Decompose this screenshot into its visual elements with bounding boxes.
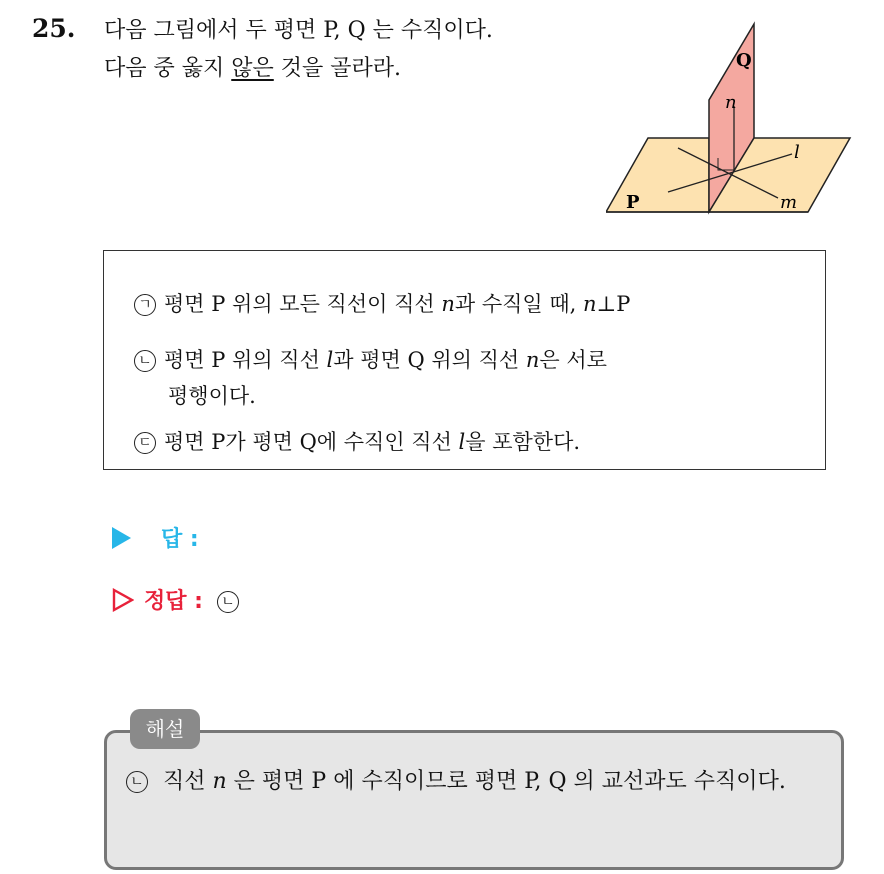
choice-1-var: n (441, 292, 455, 316)
explanation-marker: ㄴ (126, 771, 148, 793)
explanation-text (126, 762, 826, 802)
answer-triangle-icon (112, 527, 131, 549)
answer-row (112, 522, 199, 553)
choice-1-post: 과 수직일 때, (454, 292, 583, 316)
planes-figure (606, 20, 858, 220)
question-number: 25. (32, 14, 76, 43)
choice-1-end: ⊥P (596, 292, 631, 316)
explanation-post: 은 평면 P 에 수직이므로 평면 P, Q 의 교선과도 수직이다. (226, 769, 786, 794)
explanation-var: n (212, 769, 227, 794)
choice-2-marker: ㄴ (134, 350, 156, 372)
question-text-line-1: 다음 그림에서 두 평면 P, Q 는 수직이다. (104, 18, 493, 43)
label-m: m (780, 192, 798, 213)
explanation-tab: 해설 (130, 709, 200, 749)
question-text-post: 것을 골라라. (273, 56, 402, 81)
answer-label: 답 : (161, 527, 199, 552)
correct-triangle-outline-icon (112, 588, 134, 612)
choice-3-post: 을 포함한다. (465, 430, 581, 454)
question-text-pre: 다음 중 옳지 (104, 56, 232, 81)
choice-3-var: l (458, 430, 466, 454)
choice-2-var: l (326, 348, 334, 372)
choice-1-marker: ㄱ (134, 294, 156, 316)
label-q: Q (736, 50, 752, 71)
choice-3-marker: ㄷ (134, 432, 156, 454)
question-text-line-2 (104, 54, 401, 84)
correct-answer-row (112, 584, 247, 615)
label-n: n (725, 92, 737, 113)
label-l: l (794, 142, 800, 163)
choices-box (103, 250, 826, 470)
explanation-pre: 직선 (156, 769, 213, 794)
choice-3 (134, 425, 580, 459)
plane-p-left (606, 138, 709, 212)
question-text-underlined: 않은 (231, 56, 274, 81)
choice-2 (134, 343, 607, 377)
choice-2-mid: 과 평면 Q 위의 직선 (333, 348, 526, 372)
choice-1 (134, 287, 630, 321)
correct-answer-marker: ㄴ (217, 591, 239, 613)
correct-answer-value (217, 589, 247, 614)
label-p: P (626, 192, 640, 213)
choice-2-pre: 평면 P 위의 직선 (164, 348, 327, 372)
correct-answer-label: 정답 : (144, 589, 203, 614)
choice-3-pre: 평면 P가 평면 Q에 수직인 직선 (164, 430, 459, 454)
choice-1-var2: n (583, 292, 597, 316)
choice-2-var2: n (525, 348, 540, 372)
choice-2-post: 은 서로 (539, 348, 607, 372)
choice-2-line-2: 평행이다. (168, 384, 256, 408)
choice-1-pre: 평면 P 위의 모든 직선이 직선 (164, 292, 442, 316)
